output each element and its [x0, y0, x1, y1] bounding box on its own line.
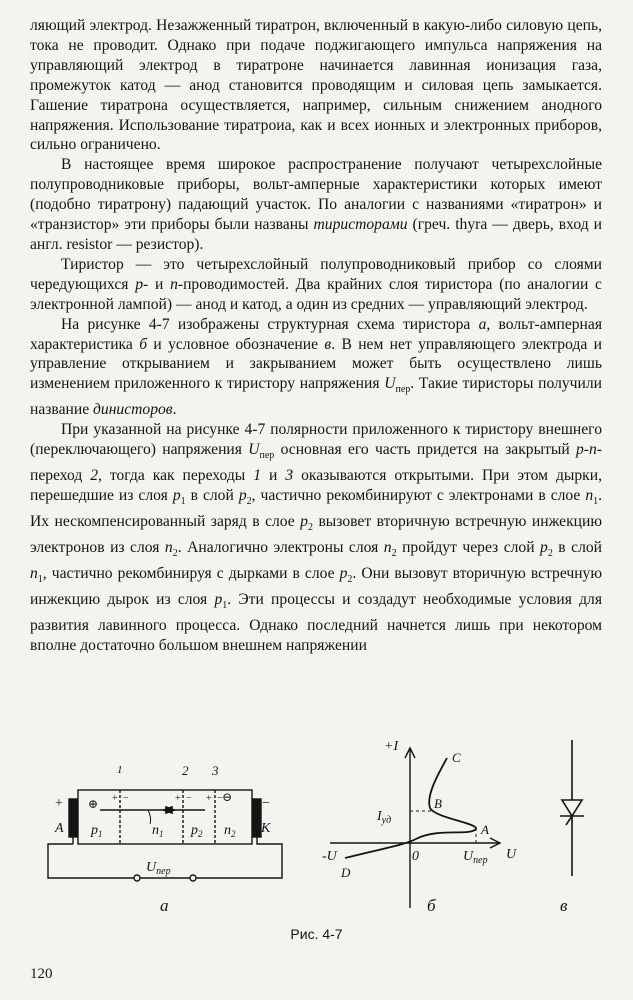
point-b-label: B	[434, 796, 442, 811]
anode-contact	[69, 799, 77, 837]
terminal-right	[190, 875, 196, 881]
main-text	[30, 16, 602, 656]
text-run: . Их нескомпенсированный заряд в слое	[30, 487, 603, 531]
diagram-b-label: б	[427, 896, 436, 915]
italic-text: 1	[253, 467, 262, 485]
text-run: (греч. thyra — дверь, вход и англ. resistor — резистор).	[30, 216, 602, 253]
italic-text: n	[30, 565, 38, 583]
origin-label: 0	[412, 849, 419, 864]
page-number: 120	[30, 966, 53, 982]
paragraph	[30, 315, 602, 421]
voltage-label: $U_{пер}$	[146, 860, 171, 877]
text-run: . Такие тиристоры получили название	[30, 375, 603, 419]
text-run: , вольт-амперная характеристика	[30, 315, 602, 353]
paragraph	[30, 255, 602, 315]
junction-2-minus: −	[186, 793, 192, 804]
italic-text: 2	[90, 467, 99, 485]
text-run: вызовет вторичную встречную инжекцию электронов из слоя	[30, 513, 602, 557]
text-run: и	[261, 467, 286, 485]
subscript: 1	[37, 574, 43, 586]
recombination-arrow	[148, 810, 151, 824]
paragraph	[30, 420, 602, 656]
text-run: . Они вызовут вторичную встречную инжекцию дырок из слоя	[30, 565, 602, 609]
italic-text: p	[172, 487, 181, 505]
subscript: 2	[307, 522, 313, 534]
subscript: 1	[180, 496, 186, 508]
subscript: 2	[172, 548, 178, 560]
symbol-triangle	[562, 800, 582, 816]
text-run: ляющий электрод. Незажженный тиратрон, включенный в какую-либо силовую цепь, тока не проводит. Однако при подаче поджигающего импульса напряжения на управляющий электрод в тиратроне начинается лавинная ионизация газа, промежуток катод — анод становится проводящим и силовая цепь замыкается. Гашение тиратрона осуществляется, например, сильным снижением анодного напряжения. Использование тиратроиа, как и всех ионных и электронных приборов, сильно ограничено.	[30, 17, 602, 154]
text-run: .	[172, 401, 177, 419]
figure-svg	[0, 728, 633, 928]
italic-text: n	[383, 539, 392, 557]
junction-2-plus: +	[175, 793, 181, 804]
text-run: На рисунке 4-7 изображены структурная схема тиристора	[61, 315, 479, 333]
diagram-c-label: в	[560, 896, 568, 915]
text-run: и условное обозначение	[147, 335, 325, 353]
text-run: -проводимостей. Два крайних слоя тиристора (по аналогии с электронной лампой) — анод и катод, а один из средних — управляющий электрод.	[30, 275, 602, 313]
terminal-left	[134, 875, 140, 881]
text-run: Тиристор — это четырехслойный полупроводниковый прибор со слоями чередующихся	[30, 255, 602, 293]
subscript: 2	[547, 548, 553, 560]
italic-text: n	[585, 487, 594, 505]
hole-symbol: ⊕	[88, 797, 99, 811]
subscript: 2	[347, 574, 353, 586]
text-run: . Аналогично электроны слоя	[177, 539, 384, 557]
x-axis-label: U	[506, 847, 517, 862]
diagram-a-label: а	[160, 896, 169, 915]
text-run: . В нем нет управляющего электрода и управление открыванием и закрыванием может быть осуществлено лишь изменением приложенного к тиристору напряжения	[30, 335, 602, 393]
italic-text: р	[135, 275, 144, 293]
text-run: пройдут через слой	[396, 539, 541, 557]
italic-text: б	[139, 335, 148, 353]
italic-text: в	[324, 335, 332, 353]
text-run: в слой	[185, 487, 239, 505]
italic-text: U	[248, 441, 260, 459]
layer-p1-label: $p_1$	[91, 823, 103, 839]
diagram-b-iv-characteristic	[330, 748, 500, 908]
junction-number-3: 3	[212, 763, 219, 778]
cathode-label: K	[261, 821, 271, 836]
italic-text: p	[238, 487, 247, 505]
text-run: . Эти процессы и создадут необходимые условия для развития лавинного процесса. Однако последний начнется лишь при некотором вполне достаточно большом внешнем напряжении	[30, 591, 602, 655]
breakover-voltage-label: $U_{пер}$	[463, 849, 488, 866]
text-run: , частично рекомбинируя с дырками в слое	[42, 565, 340, 583]
neg-x-label: -U	[322, 849, 337, 864]
italic-text: 3	[285, 467, 294, 485]
junction-3-minus: −	[217, 793, 223, 804]
figure-4-7	[0, 728, 633, 928]
italic-text: n	[170, 275, 178, 293]
subscript: пер	[395, 384, 411, 396]
paragraph	[30, 155, 602, 255]
text-run: -переход	[30, 441, 602, 485]
italic-text: p-n	[576, 441, 597, 459]
junction-number-2: 2	[182, 763, 189, 778]
italic-text: тиристорами	[313, 216, 408, 234]
y-axis-label: +I	[384, 739, 399, 754]
cathode-contact	[253, 799, 261, 837]
layer-n2-label: $n_2$	[224, 823, 236, 839]
layer-p2-label: $p_2$	[191, 823, 203, 839]
figure-caption: Рис. 4-7	[290, 926, 343, 942]
subscript: пер	[259, 450, 275, 462]
plus-sign: +	[55, 796, 63, 811]
text-run: в слой	[552, 539, 602, 557]
italic-text: p	[339, 565, 348, 583]
text-run: , тогда как переходы	[98, 467, 254, 485]
junction-number-1: 1	[117, 764, 123, 776]
subscript: 2	[391, 548, 397, 560]
layer-n1-label: $n_1$	[152, 823, 164, 839]
subscript: 1	[222, 600, 228, 612]
paragraph	[30, 16, 602, 155]
italic-text: динисторов	[93, 401, 173, 419]
minus-sign: −	[262, 796, 270, 811]
holding-current-label: $I_{уд}$	[377, 809, 392, 826]
italic-text: U	[384, 375, 396, 393]
point-d-label: D	[341, 865, 351, 880]
point-c-label: C	[452, 750, 461, 765]
diagram-c-symbol	[560, 740, 584, 876]
symbol-tick	[566, 816, 572, 825]
junction-1-minus: −	[123, 793, 129, 804]
point-a-label: A	[481, 822, 489, 837]
italic-text: а	[478, 315, 487, 333]
italic-text: p	[540, 539, 548, 557]
subscript: 1	[593, 496, 599, 508]
italic-text: p	[300, 513, 308, 531]
text-run: основная его часть придется на закрытый	[274, 441, 576, 459]
junction-3-plus: +	[206, 793, 212, 804]
italic-text: n	[164, 539, 173, 557]
electron-symbol: ⊖	[222, 790, 233, 804]
text-run: При указанной на рисунке 4-7 полярности приложенного к тиристору внешнего (переключающего) напряжения	[30, 421, 602, 459]
italic-text: p	[214, 591, 223, 609]
junction-1-plus: +	[112, 793, 118, 804]
text-run: - и	[143, 275, 171, 293]
text-run: В настоящее время широкое распространение получают четырехслойные полупроводниковые приборы, вольт-амперные характеристики которых имеют (подобно тиратрону) падающий участок. По аналогии с названиями «тиратрон» и «транзистор» эти приборы были названы	[30, 156, 602, 234]
subscript: 2	[246, 496, 252, 508]
anode-label: A	[55, 821, 64, 836]
text-run: оказываются открытыми. При этом дырки, перешедшие из слоя	[30, 467, 602, 505]
text-run: , частично рекомбинируют с электронами в слое	[251, 487, 586, 505]
